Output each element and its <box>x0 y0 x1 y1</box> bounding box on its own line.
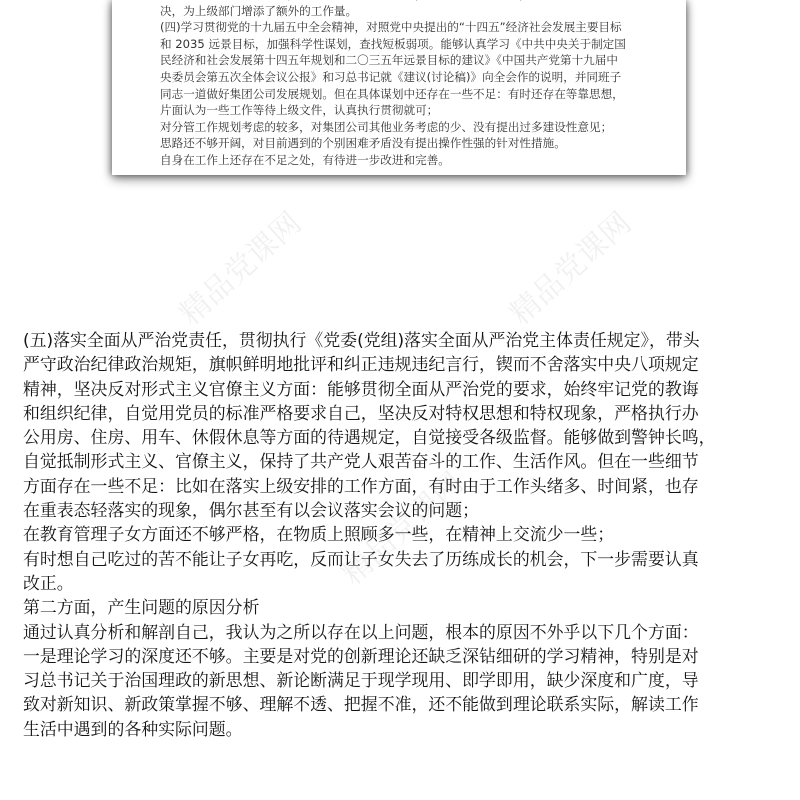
body-line: 严守政治纪律政治规矩，旗帜鲜明地批评和纠正违规违纪言行，锲而不舍落实中央八项规定 <box>23 354 699 375</box>
watermark: 精品党课网 <box>503 205 639 332</box>
body-line: 生活中遇到的各种实际问题。 <box>23 718 243 739</box>
preview-line: (四)学习贯彻党的十九届五中全会精神，对照党中央提出的“十四五”经济社会发展主要目标 <box>160 20 622 35</box>
body-line: 致对新知识、新政策掌握不够、理解不透、把握不准，还不能做到理论联系实际，解读工作 <box>23 694 699 715</box>
body-line: 习总书记关于治国理政的新思想、新论断满足于现学现用、即学即用，缺少深度和广度，导 <box>23 670 699 691</box>
section-heading: 第二方面，产生问题的原因分析 <box>23 597 260 618</box>
body-line: 有时想自己吃过的苦不能让子女再吃，反而让子女失去了历练成长的机会，下一步需要认真 <box>23 548 699 569</box>
body-line: 在重表态轻落实的现象，偶尔甚至有以会议落实会议的问题； <box>23 500 480 521</box>
preview-line: 对分管工作规划考虑的较多，对集团公司其他业务考虑的少、没有提出过多建设性意见； <box>160 119 613 134</box>
preview-line: 片面认为一些工作等待上级文件，认真执行贯彻就可； <box>160 103 439 118</box>
watermark: 精品党课网 <box>335 465 471 592</box>
preview-line: 同志一道做好集团公司发展规划。但在具体谋划中还存在一些不足：有时还存在等靠思想， <box>160 86 624 101</box>
document-preview-text <box>160 0 660 169</box>
body-line: 精神，坚决反对形式主义官僚主义方面：能够贯彻全面从严治党的要求，始终牢记党的教诲 <box>23 378 699 399</box>
watermark: 精品党课网 <box>173 205 309 332</box>
preview-line: 和 2035 远景目标，加强科学性谋划，查找短板弱项。能够认真学习《中共中央关于制定国 <box>160 36 626 51</box>
preview-line: 决，为上级部门增添了额外的工作量。 <box>160 3 358 18</box>
body-line: 和组织纪律，自觉用党员的标准严格要求自己，坚决反对特权思想和特权现象，严格执行办 <box>23 402 699 423</box>
body-line: 方面存在一些不足：比如在落实上级安排的工作方面，有时由于工作头绪多、时间紧，也存 <box>23 475 699 496</box>
body-line: (五)落实全面从严治党责任，贯彻执行《党委(党组)落实全面从严治党主体责任规定》，带头 <box>23 330 700 350</box>
document-preview-card <box>112 0 686 175</box>
body-line: 通过认真分析和解剖自己，我认为之所以存在以上问题，根本的原因不外乎以下几个方面： <box>23 621 699 642</box>
preview-line: 央委员会第五次全体会议公报》和习总书记就《建议(讨论稿)》向全会作的说明，并同班子 <box>160 69 622 84</box>
document-body <box>23 328 793 741</box>
preview-line: 民经济和社会发展第十四五年规划和二〇三五年远景目标的建议》《中国共产党第十九届中 <box>160 53 618 68</box>
body-line: 改正。 <box>23 572 74 593</box>
body-line: 一是理论学习的深度还不够。主要是对党的创新理论还缺乏深钻细研的学习精神，特别是对 <box>23 645 699 666</box>
body-line: 自觉抵制形式主义、官僚主义，保持了共产党人艰苦奋斗的工作、生活作风。但在一些细节 <box>23 451 699 472</box>
body-line: 公用房、住房、用车、休假休息等方面的待遇规定，自觉接受各级监督。能够做到警钟长鸣， <box>23 427 716 448</box>
body-line: 在教育管理子女方面还不够严格，在物质上照顾多一些，在精神上交流少一些； <box>23 524 615 545</box>
preview-line: 思路还不够开阔，对目前遇到的个别困难矛盾没有提出操作性强的针对性措施。 <box>160 136 566 151</box>
preview-line: 自身在工作上还存在不足之处，有待进一步改进和完善。 <box>160 152 450 167</box>
